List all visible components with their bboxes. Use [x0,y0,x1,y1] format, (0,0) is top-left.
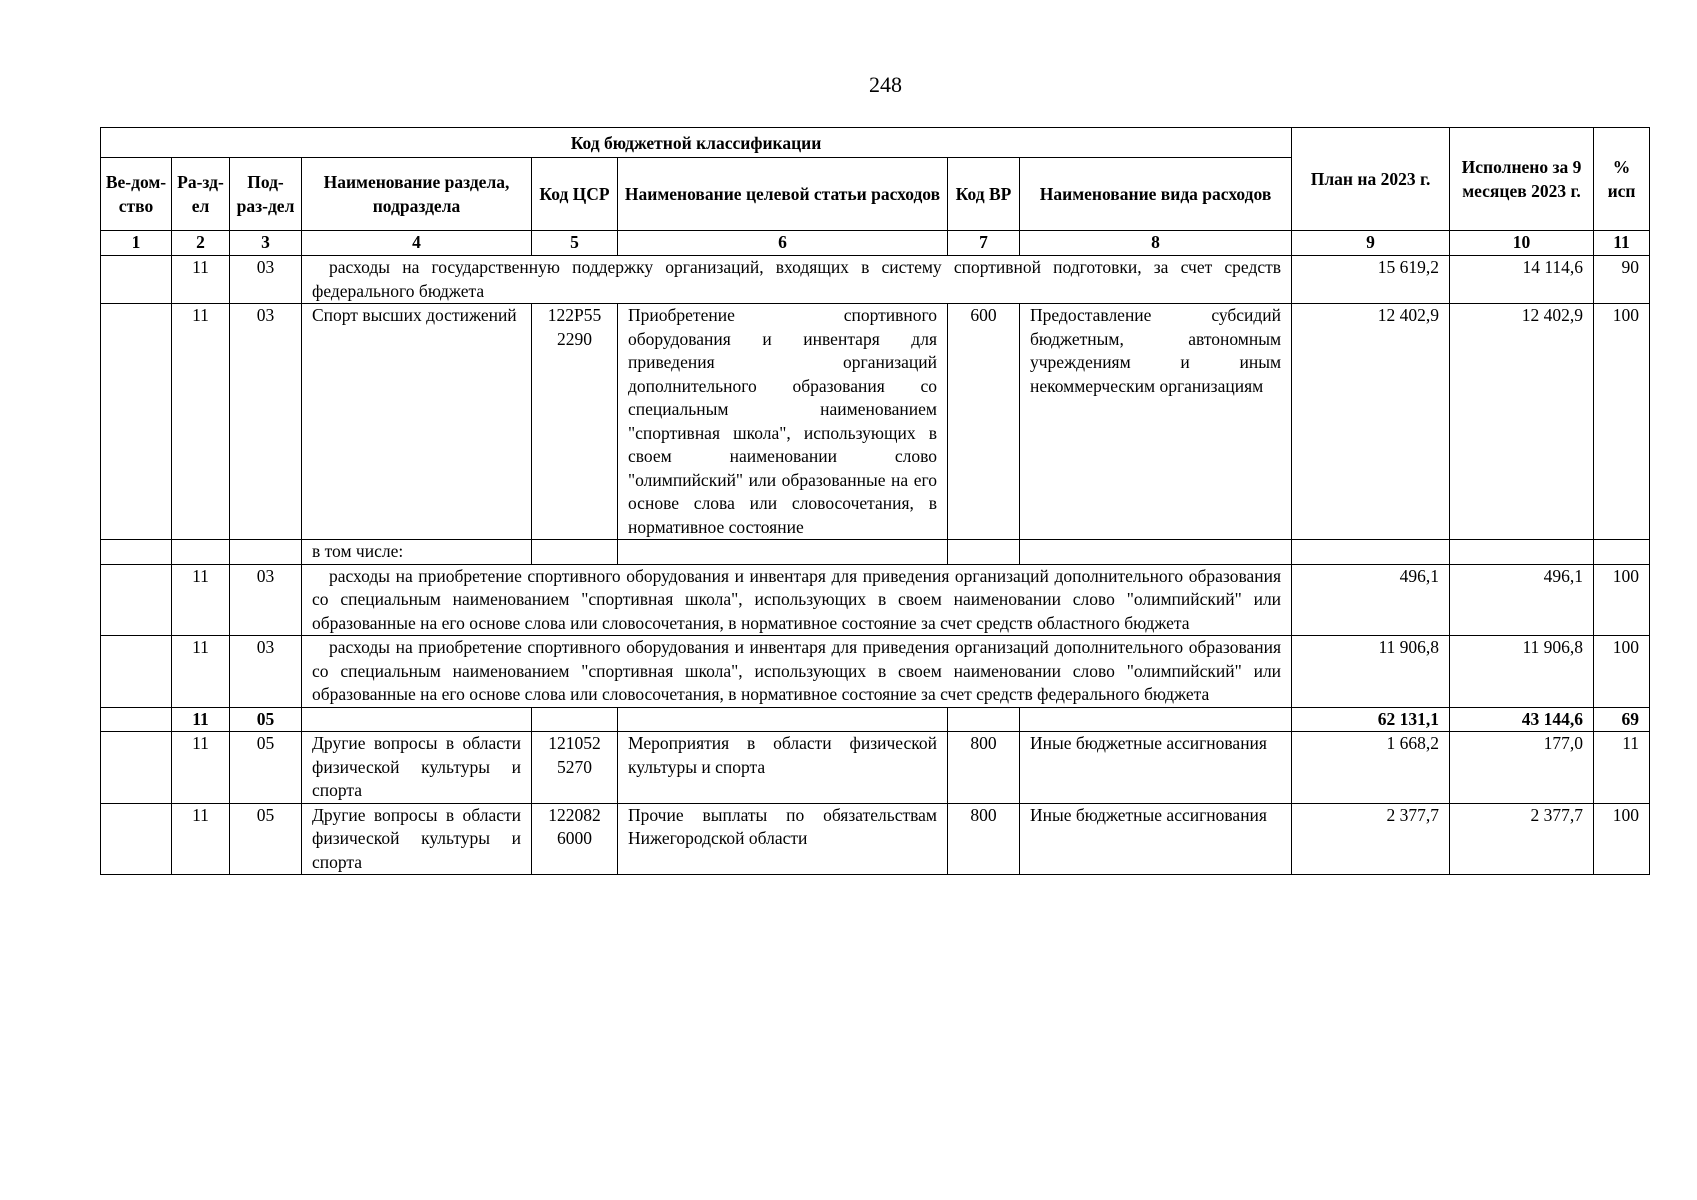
vedomstvo-header: Ве-дом-ство [101,158,172,231]
vr-name-cell: Иные бюджетные ассигнования [1020,803,1292,875]
podrazdel-cell: 03 [230,304,302,540]
target-name-cell: Мероприятия в области физической культуры и спорта [618,732,948,804]
column-number: 8 [1020,231,1292,256]
column-numbers-row [101,231,1650,256]
target-name-cell [618,707,948,732]
vedomstvo-cell [101,636,172,708]
column-number: 1 [101,231,172,256]
section-name-cell: Другие вопросы в области физической культуры и спорта [302,732,532,804]
vedomstvo-cell [101,304,172,540]
csr-cell: 122P55 2290 [532,304,618,540]
plan-cell: 11 906,8 [1292,636,1450,708]
razdel-cell: 11 [172,256,230,304]
vr-cell: 800 [948,732,1020,804]
budget-classification-header: Код бюджетной классификации [101,128,1292,158]
table-row [101,803,1650,875]
executed-cell: 177,0 [1450,732,1594,804]
csr-cell: 121052 5270 [532,732,618,804]
vr-name-header: Наименование вида расходов [1020,158,1292,231]
vr-cell [948,540,1020,565]
csr-header: Код ЦСР [532,158,618,231]
podrazdel-cell: 03 [230,636,302,708]
column-number: 3 [230,231,302,256]
vr-cell: 600 [948,304,1020,540]
plan-cell [1292,540,1450,565]
razdel-cell [172,540,230,565]
table-row [101,304,1650,540]
podrazdel-cell: 05 [230,732,302,804]
razdel-cell: 11 [172,707,230,732]
vedomstvo-cell [101,732,172,804]
executed-cell: 12 402,9 [1450,304,1594,540]
column-number: 10 [1450,231,1594,256]
plan-cell: 2 377,7 [1292,803,1450,875]
plan-cell: 496,1 [1292,564,1450,636]
target-name-cell: Прочие выплаты по обязательствам Нижегородской области [618,803,948,875]
table-row [101,256,1650,304]
column-number: 5 [532,231,618,256]
vr-name-cell [1020,540,1292,565]
vr-name-cell [1020,707,1292,732]
razdel-header: Ра-зд-ел [172,158,230,231]
percent-cell [1594,540,1650,565]
vedomstvo-cell [101,803,172,875]
plan-cell: 62 131,1 [1292,707,1450,732]
csr-cell [532,540,618,565]
percent-cell: 90 [1594,256,1650,304]
vr-name-cell: Иные бюджетные ассигнования [1020,732,1292,804]
column-number: 11 [1594,231,1650,256]
executed-cell: 496,1 [1450,564,1594,636]
column-number: 2 [172,231,230,256]
executed-cell [1450,540,1594,565]
percent-cell: 100 [1594,803,1650,875]
podrazdel-cell: 05 [230,803,302,875]
vedomstvo-cell [101,707,172,732]
razdel-cell: 11 [172,803,230,875]
podrazdel-cell: 03 [230,564,302,636]
expense-description: расходы на приобретение спортивного оборудования и инвентаря для приведения организаций дополнительного образования со специальным наименованием "спортивная школа", использующих в своем наименовании слово "олимпийский" или образованные на его основе слова или словосочетания, в нормативное состояние за счет средств федерального бюджета [302,636,1292,708]
vr-cell: 800 [948,803,1020,875]
expense-description: расходы на государственную поддержку организаций, входящих в систему спортивной подготовки, за счет средств федерального бюджета [302,256,1292,304]
table-body [101,231,1650,875]
section-name-header: Наименование раздела, подраздела [302,158,532,231]
percent-cell: 69 [1594,707,1650,732]
csr-cell: 122082 6000 [532,803,618,875]
note-row [101,540,1650,565]
percent-cell: 100 [1594,304,1650,540]
vedomstvo-cell [101,256,172,304]
section-name-cell: Другие вопросы в области физической культуры и спорта [302,803,532,875]
executed-cell: 11 906,8 [1450,636,1594,708]
podrazdel-header: Под-раз-дел [230,158,302,231]
percent-cell: 11 [1594,732,1650,804]
column-number: 9 [1292,231,1450,256]
vr-header: Код ВР [948,158,1020,231]
note-text: в том числе: [302,540,532,565]
executed-cell: 43 144,6 [1450,707,1594,732]
subtotal-row [101,707,1650,732]
table-row [101,732,1650,804]
target-name-cell [618,540,948,565]
razdel-cell: 11 [172,304,230,540]
column-number: 4 [302,231,532,256]
column-number: 6 [618,231,948,256]
vedomstvo-cell [101,564,172,636]
razdel-cell: 11 [172,636,230,708]
plan-header: План на 2023 г. [1292,128,1450,231]
table-header [101,128,1650,231]
target-name-cell: Приобретение спортивного оборудования и инвентаря для приведения организаций дополнительного образования со специальным наименованием "спортивная школа", использующих в своем наименовании слово "олимпийский" или образованные на его основе слова или словосочетания, в нормативное состояние [618,304,948,540]
percent-cell: 100 [1594,636,1650,708]
plan-cell: 1 668,2 [1292,732,1450,804]
target-name-header: Наименование целевой статьи расходов [618,158,948,231]
razdel-cell: 11 [172,732,230,804]
table-row [101,636,1650,708]
budget-table [100,127,1650,875]
column-number: 7 [948,231,1020,256]
razdel-cell: 11 [172,564,230,636]
expense-description: расходы на приобретение спортивного оборудования и инвентаря для приведения организаций дополнительного образования со специальным наименованием "спортивная школа", использующих в своем наименовании слово "олимпийский" или образованные на его основе слова или словосочетания, в нормативное состояние за счет средств областного бюджета [302,564,1292,636]
podrazdel-cell: 03 [230,256,302,304]
podrazdel-cell: 05 [230,707,302,732]
executed-header: Исполнено за 9 месяцев 2023 г. [1450,128,1594,231]
vedomstvo-cell [101,540,172,565]
csr-cell [532,707,618,732]
section-name-cell [302,707,532,732]
percent-header: % исп [1594,128,1650,231]
table-row [101,564,1650,636]
plan-cell: 15 619,2 [1292,256,1450,304]
podrazdel-cell [230,540,302,565]
plan-cell: 12 402,9 [1292,304,1450,540]
executed-cell: 2 377,7 [1450,803,1594,875]
page-number: 248 [869,72,902,97]
vr-name-cell: Предоставление субсидий бюджетным, автономным учреждениям и иным некоммерческим организациям [1020,304,1292,540]
vr-cell [948,707,1020,732]
section-name-cell: Спорт высших достижений [302,304,532,540]
percent-cell: 100 [1594,564,1650,636]
executed-cell: 14 114,6 [1450,256,1594,304]
